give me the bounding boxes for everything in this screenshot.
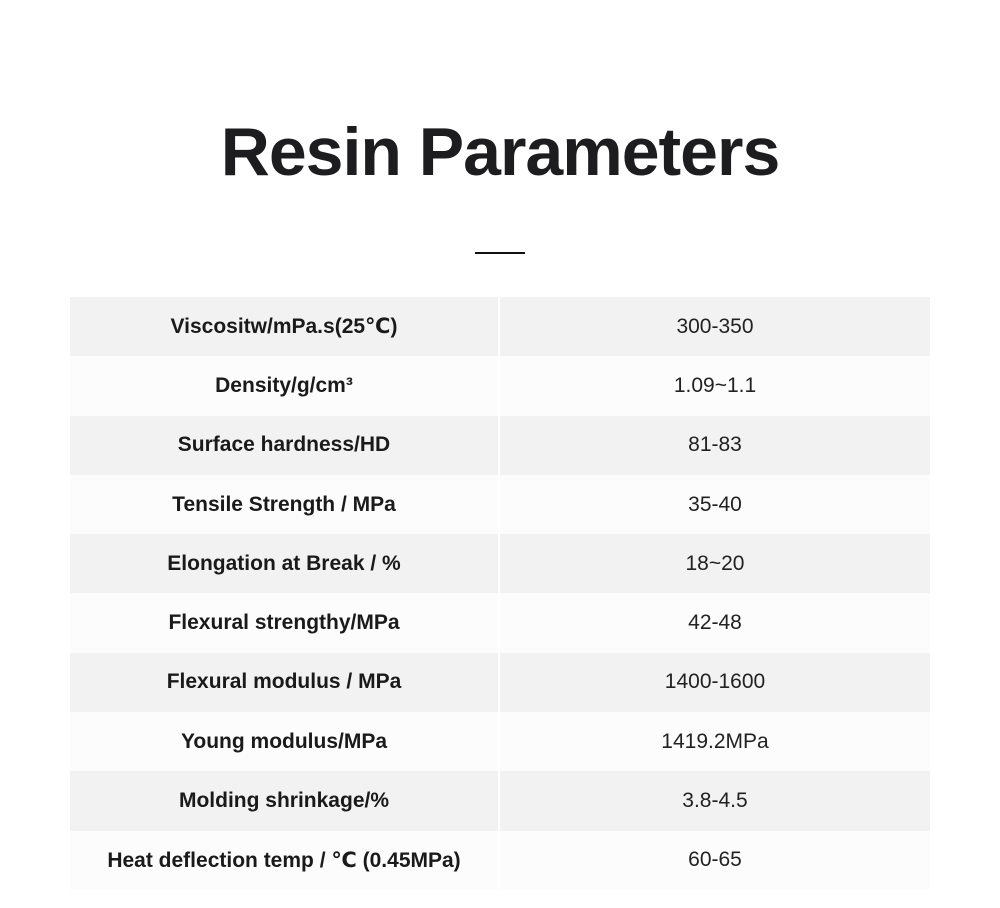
parameter-value-cell: 81-83 — [500, 416, 930, 475]
table-row — [70, 593, 930, 652]
parameter-value-cell: 35-40 — [500, 475, 930, 534]
parameter-name-cell: Young modulus/MPa — [70, 712, 498, 771]
parameter-value-cell: 1419.2MPa — [500, 712, 930, 771]
parameter-name-cell: Elongation at Break / % — [70, 534, 498, 593]
parameter-name-cell: Heat deflection temp / ℃ (0.45MPa) — [70, 831, 498, 890]
table-row — [70, 653, 930, 712]
table-row — [70, 416, 930, 475]
table-row — [70, 356, 930, 415]
parameter-value-cell: 3.8-4.5 — [500, 771, 930, 830]
title-underline — [475, 252, 525, 254]
page-title: Resin Parameters — [220, 114, 780, 190]
parameter-name-cell: Viscositw/mPa.s(25℃) — [70, 297, 498, 356]
parameter-value-cell: 18~20 — [500, 534, 930, 593]
parameter-value-cell: 60-65 — [500, 831, 930, 890]
table-row — [70, 297, 930, 356]
parameter-name-cell: Flexural modulus / MPa — [70, 653, 498, 712]
parameter-name-cell: Tensile Strength / MPa — [70, 475, 498, 534]
resin-parameters-table — [70, 297, 930, 890]
parameter-name-cell: Surface hardness/HD — [70, 416, 498, 475]
table-row — [70, 712, 930, 771]
parameter-value-cell: 1400-1600 — [500, 653, 930, 712]
parameter-name-cell: Flexural strengthy/MPa — [70, 593, 498, 652]
table-row — [70, 475, 930, 534]
table-row — [70, 771, 930, 830]
table-row — [70, 831, 930, 890]
table-row — [70, 534, 930, 593]
parameter-value-cell: 42-48 — [500, 593, 930, 652]
parameter-name-cell: Density/g/cm³ — [70, 356, 498, 415]
parameter-value-cell: 1.09~1.1 — [500, 356, 930, 415]
parameter-value-cell: 300-350 — [500, 297, 930, 356]
parameter-name-cell: Molding shrinkage/% — [70, 771, 498, 830]
